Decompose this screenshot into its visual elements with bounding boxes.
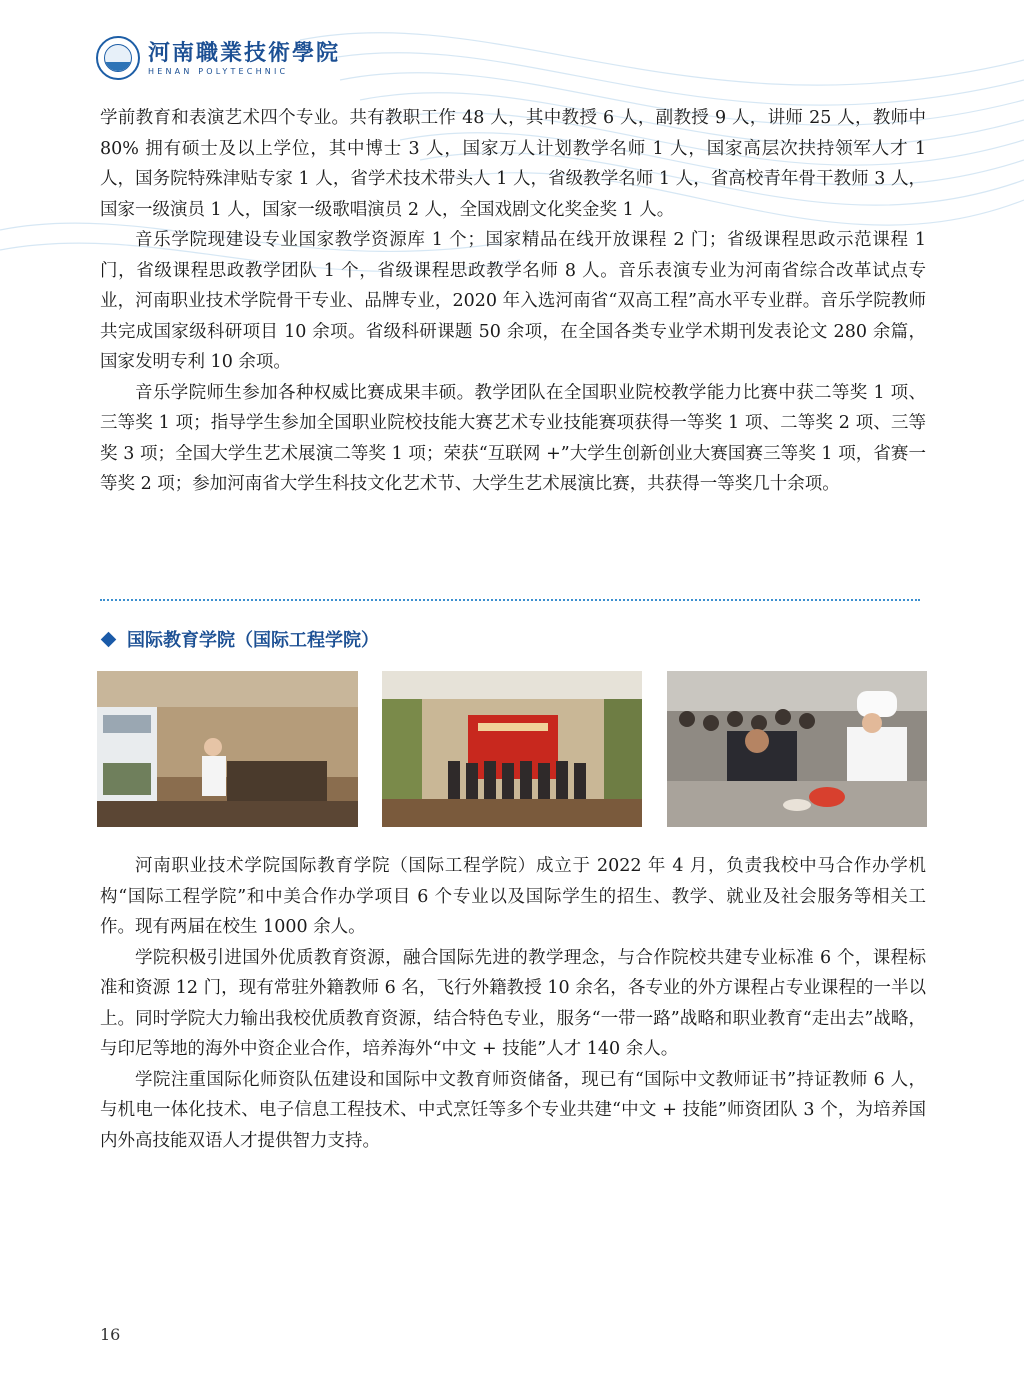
paragraph: 音乐学院现建设专业国家教学资源库 1 个；国家精品在线开放课程 2 门；省级课程思政示范课程 1 门，省级课程思政教学团队 1 个，省级课程思政教学名师 8 人。音乐表演专业为河南省综合改革试点专业，河南职业技术学院骨干专业、品牌专业，2020 年入选河南省“双高工程”高水平专业群。音乐学院教师共完成国家级科研项目 10 余项。省级科研课题 50 余项，在全国各类专业学术期刊发表论文 280 余篇，国家发明专利 10 余项。	[100, 230, 926, 372]
paragraph: 学前教育和表演艺术四个专业。共有教职工作 48 人，其中教授 6 人，副教授 9 人，讲师 25 人，教师中 80% 拥有硕士及以上学位，其中博士 3 人，国家万人计划教学名师 1 人，国家高层次扶持领军人才 1 人，国务院特殊津贴专家 1 人，省学术技术带头人 1 人，省级教学名师 1 人，省高校青年骨干教师 3 人，国家一级演员 1 人，国家一级歌唱演员 2 人，全国戏剧文化奖金奖 1 人。	[100, 108, 926, 220]
photo-lecture	[97, 671, 358, 827]
photo-group	[382, 671, 642, 827]
section-text	[100, 851, 926, 1156]
school-emblem	[96, 36, 140, 80]
school-name-cn: 河南職業技術學院	[148, 39, 341, 66]
section-title: 国际教育学院（国际工程学院）	[127, 630, 379, 651]
page-number: 16	[100, 1325, 121, 1344]
paragraph: 河南职业技术学院国际教育学院（国际工程学院）成立于 2022 年 4 月，负责我校中马合作办学机构“国际工程学院”和中美合作办学项目 6 个专业以及国际学生的招生、教学、就业及社会服务等相关工作。现有两届在校生 1000 余人。	[100, 856, 926, 937]
dotted-divider	[100, 599, 920, 601]
paragraph: 学院积极引进国外优质教育资源，融合国际先进的教学理念，与合作院校共建专业标准 6 个，课程标准和资源 12 门，现有常驻外籍教师 6 名，飞行外籍教授 10 余名，各专业的外方课程占专业课程的一半以上。同时学院大力输出我校优质教育资源，结合特色专业，服务“一带一路”战略和职业教育“走出去”战略，与印尼等地的海外中资企业合作，培养海外“中文 + 技能”人才 140 余人。	[100, 947, 926, 1059]
paragraph: 音乐学院师生参加各种权威比赛成果丰硕。教学团队在全国职业院校教学能力比赛中获二等奖 1 项、三等奖 1 项；指导学生参加全国职业院校技能大赛艺术专业技能赛项获得一等奖 1 项、二等奖 2 项、三等奖 3 项；全国大学生艺术展演二等奖 1 项；荣获“互联网 +”大学生创新创业大赛国赛三等奖 1 项，省赛一等奖 2 项；参加河南省大学生科技文化艺术节、大学生艺术展演比赛，共获得一等奖几十余项。	[100, 382, 926, 494]
school-name-en: HENAN POLYTECHNIC	[148, 66, 289, 76]
diamond-bullet-icon	[101, 631, 117, 647]
photo-cooking	[667, 671, 927, 827]
paragraph: 学院注重国际化师资队伍建设和国际中文教育师资储备，现已有“国际中文教师证书”持证教师 6 人，与机电一体化技术、电子信息工程技术、中式烹饪等多个专业共建“中文 + 技能”师资团队 3 个，为培养国内外高技能双语人才提供智力支持。	[100, 1069, 926, 1151]
intro-text	[100, 103, 926, 500]
school-logo	[96, 36, 340, 80]
section-heading	[100, 626, 379, 652]
